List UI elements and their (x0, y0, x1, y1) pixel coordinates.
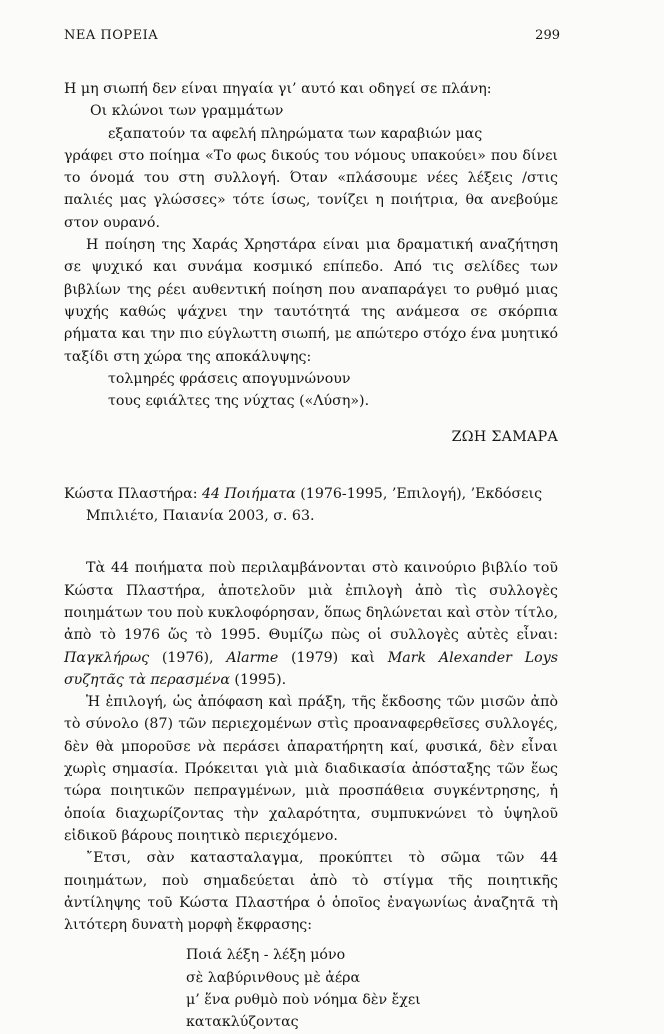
review2-paragraph: Ἡ ἐπιλογή, ὡς ἀπόφαση καὶ πράξη, τῆς ἔκδοσης τῶν μισῶν ἀπὸ τὸ σύνολο (87) τῶν περιεχομένων στὶς προαναφερθεῖσες συλλογές, δὲν θὰ μποροῦσε νὰ περάσει ἀπαρατήρητη καί, φυσικά, δὲν εἶναι χωρὶς σημασία. Πρόκειται γιὰ μιὰ διαδικασία ἀπόσταξης τῶν ἕως τώρα ποιητικῶν πεπραγμένων, μιὰ προσπάθεια συγκέντρησης, ἡ ὁποία διαχωρίζοντας τὴν χαλαρότητα, συμπυκνώνει τὸ ὑψηλοῦ εἰδικοῦ βάρους ποιητικὸ περιεχόμενο. (64, 694, 558, 844)
book-title-italic: Παγκλήρως (64, 649, 150, 666)
verse-line: Οι κλώνοι των γραμμάτων (90, 103, 284, 120)
citation-details: (1976-1995, ’Επιλογή), ’Εκδόσεις (295, 485, 543, 502)
running-header (64, 28, 560, 48)
verse-line: σὲ λαβύρινθους μὲ ἀέρα (186, 969, 361, 986)
verse-line: εξαπατούν τα αφελή πληρώματα των καραβιών μας (108, 125, 483, 142)
citation-title: 44 Ποιήματα (201, 485, 296, 502)
review2-paragraph: ῎Ετσι, σὰν κατασταλαγμα, προκύπτει τὸ σῶμα τῶν 44 ποιημάτων, ποὺ σημαδεύεται ἀπὸ τὸ στίγμα τῆς ποιητικῆς ἀντίληψης τοῦ Κώστα Πλαστήρα ὁ ὁποῖος ἐναγωνίως ἀναζητᾶ τὴ λιτότερη δυνατὴ μορφὴ ἔκφρασης: (64, 850, 558, 934)
verse-line: τους εφιάλτες της νύχτας («Λύση»). (108, 393, 370, 410)
citation-author: Κώστα Πλαστήρα: (64, 485, 202, 502)
citation-publisher: Μπιλιέτο, Παιανία 2003, σ. 63. (86, 508, 315, 525)
verse-line: μ’ ἕνα ρυθμὸ ποὺ νόημα δὲν ἔχει (186, 991, 421, 1008)
book-title-italic: Mark Alexander Loys συζητᾶς τὰ περασμένα (64, 649, 559, 688)
verse-line: τολμηρές φράσεις απογυμνώνουν (108, 370, 351, 387)
book-citation (64, 483, 558, 528)
verse-line: Ποιά λέξη - λέξη μόνο (186, 947, 346, 964)
page-body (64, 78, 558, 1034)
review1-intro: Η μη σιωπή δεν είναι πηγαία γι’ αυτό και οδηγεί σε πλάνη: (64, 81, 492, 97)
journal-title: ΝΕΑ ΠΟΡΕΙΑ (64, 28, 159, 43)
reviewer-signature: ΖΩΗ ΣΑΜΑΡΑ (451, 429, 558, 446)
verse-line: κατακλύζοντας (186, 1014, 299, 1031)
review2-paragraph: Τὰ 44 ποιήματα ποὺ περιλαμβάνονται στὸ καινούριο βιβλίο τοῦ Κώστα Πλαστήρα, ἀποτελοῦν μιὰ ἐπιλογὴ ἀπὸ τὶς συλλογὲς ποιημάτων του ποὺ κυκλοφόρησαν, ὅπως δηλώνεται καὶ στὸν τίτλο, ἀπὸ τὸ 1976 ὥς τὸ 1995. Θυμίζω πὼς οἱ συλλογὲς αὐτὲς εἶναι: Παγκλήρως (1976), Alarme (1979) καὶ Mark Alexander Loys συζητᾶς τὰ περασμένα (1995). (64, 560, 559, 688)
review1-paragraph: γράφει στο ποίημα «Το φως δικούς του νόμους υπακούει» που δίνει το όνομά του στη συλλογή. Όταν «πλάσουμε νέες λέξεις /στις παλιές μας γλώσσες» τότε ίσως, τονίζει η ποιήτρια, θα ανεβούμε στον ουρανό. (64, 147, 558, 231)
review1-paragraph: Η ποίηση της Χαράς Χρηστάρα είναι μια δραματική αναζήτηση σε ψυχικό και συνάμα κοσμικό επίπεδο. Από τις σελίδες των βιβλίων της ρέει αυθεντική ποίηση που αναπαράγει το ρυθμό μιας ψυχής καθώς ψάχνει την ταυτότητά της ανάμεσα σε σκόρπια ρήματα και την πιο εύγλωττη σιωπή, με απώτερο στόχο ένα μυητικό ταξίδι στη χώρα της αποκάλυψης: (64, 237, 559, 365)
page-number: 299 (535, 28, 560, 43)
book-title-italic: Alarme (226, 649, 279, 666)
